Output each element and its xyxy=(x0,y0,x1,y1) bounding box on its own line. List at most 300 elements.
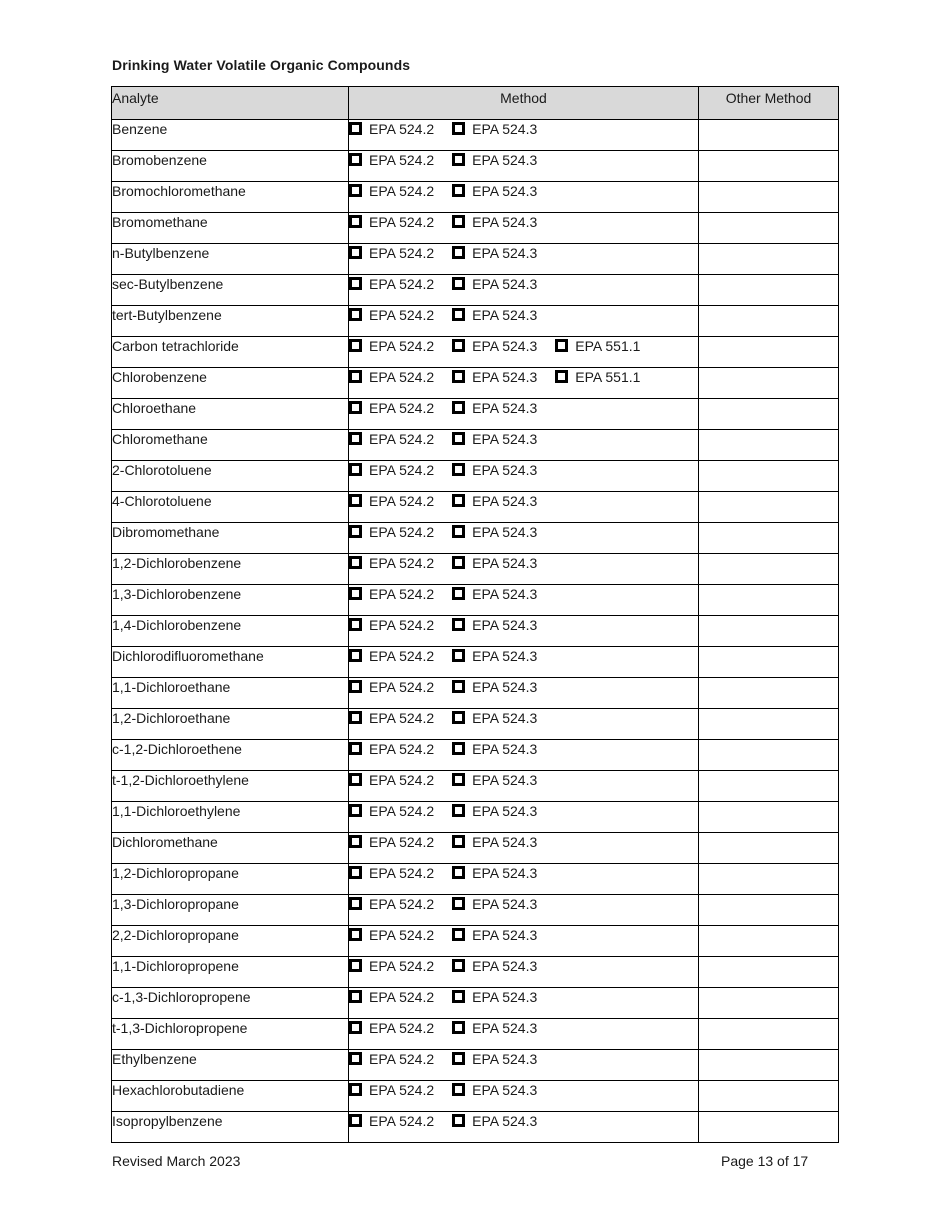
checkbox-icon[interactable] xyxy=(452,463,465,476)
method-label: EPA 524.2 xyxy=(369,741,435,757)
method-option[interactable] xyxy=(349,523,434,541)
method-options xyxy=(349,523,699,554)
other-method-field[interactable] xyxy=(699,1081,839,1112)
other-method-field[interactable] xyxy=(699,864,839,895)
method-label: EPA 524.3 xyxy=(472,462,538,478)
other-method-field[interactable] xyxy=(699,492,839,523)
method-option[interactable] xyxy=(555,337,640,355)
method-label: EPA 524.2 xyxy=(369,555,435,571)
method-label: EPA 524.2 xyxy=(369,772,435,788)
method-option[interactable] xyxy=(452,895,537,913)
checkbox-icon[interactable] xyxy=(452,680,465,693)
table-row xyxy=(112,1019,839,1050)
method-option[interactable] xyxy=(349,461,434,479)
checkbox-icon[interactable] xyxy=(349,463,362,476)
method-label: EPA 524.2 xyxy=(369,307,435,323)
other-method-field[interactable] xyxy=(699,120,839,151)
method-label: EPA 524.3 xyxy=(472,307,538,323)
analyte-name: Dibromomethane xyxy=(112,523,349,554)
checkbox-icon[interactable] xyxy=(452,649,465,662)
other-method-field[interactable] xyxy=(699,926,839,957)
method-option[interactable] xyxy=(452,554,537,572)
method-label: EPA 524.2 xyxy=(369,369,435,385)
checkbox-icon[interactable] xyxy=(452,866,465,879)
method-option[interactable] xyxy=(349,1019,434,1037)
table-row xyxy=(112,926,839,957)
method-options xyxy=(349,1050,699,1081)
other-method-field[interactable] xyxy=(699,244,839,275)
checkbox-icon[interactable] xyxy=(349,401,362,414)
method-options xyxy=(349,1019,699,1050)
analyte-name: 1,1-Dichloropropene xyxy=(112,957,349,988)
table-row xyxy=(112,523,839,554)
method-label: EPA 524.3 xyxy=(472,276,538,292)
checkbox-icon[interactable] xyxy=(349,184,362,197)
method-option[interactable] xyxy=(349,771,434,789)
method-option[interactable] xyxy=(349,337,434,355)
checkbox-icon[interactable] xyxy=(452,184,465,197)
method-option[interactable] xyxy=(349,554,434,572)
method-options xyxy=(349,678,699,709)
method-option[interactable] xyxy=(452,647,537,665)
method-option[interactable] xyxy=(452,678,537,696)
checkbox-icon[interactable] xyxy=(349,339,362,352)
method-option[interactable] xyxy=(452,461,537,479)
method-option[interactable] xyxy=(349,678,434,696)
method-option[interactable] xyxy=(349,988,434,1006)
checkbox-icon[interactable] xyxy=(349,1021,362,1034)
other-method-field[interactable] xyxy=(699,461,839,492)
analyte-name: 4-Chlorotoluene xyxy=(112,492,349,523)
analyte-name: 1,3-Dichlorobenzene xyxy=(112,585,349,616)
analyte-name: 1,3-Dichloropropane xyxy=(112,895,349,926)
method-option[interactable] xyxy=(555,368,640,386)
method-label: EPA 524.3 xyxy=(472,586,538,602)
table-row xyxy=(112,771,839,802)
method-option[interactable] xyxy=(452,988,537,1006)
checkbox-icon[interactable] xyxy=(452,215,465,228)
method-options xyxy=(349,709,699,740)
method-options xyxy=(349,1081,699,1112)
method-label: EPA 524.2 xyxy=(369,586,435,602)
method-option[interactable] xyxy=(452,523,537,541)
checkbox-icon[interactable] xyxy=(452,246,465,259)
other-method-field[interactable] xyxy=(699,585,839,616)
header-method: Method xyxy=(349,87,699,120)
checkbox-icon[interactable] xyxy=(452,897,465,910)
other-method-field[interactable] xyxy=(699,337,839,368)
analyte-name: Bromomethane xyxy=(112,213,349,244)
checkbox-icon[interactable] xyxy=(349,308,362,321)
other-method-field[interactable] xyxy=(699,151,839,182)
checkbox-icon[interactable] xyxy=(349,773,362,786)
other-method-field[interactable] xyxy=(699,957,839,988)
method-label: EPA 524.3 xyxy=(472,803,538,819)
analyte-name: Chloromethane xyxy=(112,430,349,461)
method-label: EPA 524.3 xyxy=(472,989,538,1005)
analyte-name: 1,1-Dichloroethane xyxy=(112,678,349,709)
table-row xyxy=(112,833,839,864)
analyte-name: Bromobenzene xyxy=(112,151,349,182)
method-option[interactable] xyxy=(349,647,434,665)
method-option[interactable] xyxy=(349,399,434,417)
method-option[interactable] xyxy=(349,895,434,913)
method-label: EPA 524.2 xyxy=(369,152,435,168)
header-other-method: Other Method xyxy=(699,87,839,120)
method-option[interactable] xyxy=(349,492,434,510)
method-label: EPA 524.3 xyxy=(472,214,538,230)
method-option[interactable] xyxy=(452,244,537,262)
checkbox-icon[interactable] xyxy=(452,1114,465,1127)
table-body xyxy=(112,120,839,1143)
method-options xyxy=(349,616,699,647)
other-method-field[interactable] xyxy=(699,895,839,926)
method-label: EPA 524.3 xyxy=(472,679,538,695)
method-option[interactable] xyxy=(452,399,537,417)
other-method-field[interactable] xyxy=(699,1050,839,1081)
checkbox-icon[interactable] xyxy=(349,618,362,631)
method-label: EPA 524.3 xyxy=(472,245,538,261)
other-method-field[interactable] xyxy=(699,678,839,709)
other-method-field[interactable] xyxy=(699,771,839,802)
method-options xyxy=(349,833,699,864)
method-label: EPA 524.3 xyxy=(472,369,538,385)
method-label: EPA 524.3 xyxy=(472,1082,538,1098)
method-options xyxy=(349,647,699,678)
other-method-field[interactable] xyxy=(699,833,839,864)
other-method-field[interactable] xyxy=(699,554,839,585)
header-analyte: Analyte xyxy=(112,87,349,120)
method-label: EPA 524.2 xyxy=(369,245,435,261)
checkbox-icon[interactable] xyxy=(452,525,465,538)
table-row xyxy=(112,1112,839,1143)
method-label: EPA 524.2 xyxy=(369,276,435,292)
checkbox-icon[interactable] xyxy=(452,339,465,352)
table-row xyxy=(112,492,839,523)
method-option[interactable] xyxy=(349,802,434,820)
checkbox-icon[interactable] xyxy=(555,339,568,352)
checkbox-icon[interactable] xyxy=(349,804,362,817)
checkbox-icon[interactable] xyxy=(349,525,362,538)
method-label: EPA 524.3 xyxy=(472,1020,538,1036)
method-label: EPA 551.1 xyxy=(575,338,641,354)
checkbox-icon[interactable] xyxy=(452,1083,465,1096)
table-row xyxy=(112,585,839,616)
checkbox-icon[interactable] xyxy=(452,494,465,507)
checkbox-icon[interactable] xyxy=(349,432,362,445)
other-method-field[interactable] xyxy=(699,709,839,740)
method-option[interactable] xyxy=(452,740,537,758)
method-label: EPA 524.3 xyxy=(472,865,538,881)
table-row xyxy=(112,678,839,709)
method-options xyxy=(349,492,699,523)
method-option[interactable] xyxy=(349,213,434,231)
method-label: EPA 524.3 xyxy=(472,338,538,354)
table-row xyxy=(112,895,839,926)
method-option[interactable] xyxy=(452,368,537,386)
analyte-name: Ethylbenzene xyxy=(112,1050,349,1081)
checkbox-icon[interactable] xyxy=(452,587,465,600)
checkbox-icon[interactable] xyxy=(349,370,362,383)
method-label: EPA 524.3 xyxy=(472,121,538,137)
footer-revised: Revised March 2023 xyxy=(112,1153,241,1169)
analyte-name: 1,4-Dichlorobenzene xyxy=(112,616,349,647)
method-options xyxy=(349,182,699,213)
method-label: EPA 524.3 xyxy=(472,617,538,633)
checkbox-icon[interactable] xyxy=(349,835,362,848)
method-option[interactable] xyxy=(349,244,434,262)
analyte-method-table xyxy=(111,86,839,1143)
method-option[interactable] xyxy=(452,1019,537,1037)
checkbox-icon[interactable] xyxy=(349,215,362,228)
method-label: EPA 524.3 xyxy=(472,152,538,168)
method-option[interactable] xyxy=(349,306,434,324)
analyte-name: 2-Chlorotoluene xyxy=(112,461,349,492)
method-options xyxy=(349,771,699,802)
method-label: EPA 524.3 xyxy=(472,400,538,416)
other-method-field[interactable] xyxy=(699,523,839,554)
method-option[interactable] xyxy=(452,492,537,510)
checkbox-icon[interactable] xyxy=(452,277,465,290)
method-label: EPA 524.3 xyxy=(472,772,538,788)
method-option[interactable] xyxy=(452,957,537,975)
analyte-name: 1,2-Dichloropropane xyxy=(112,864,349,895)
checkbox-icon[interactable] xyxy=(349,122,362,135)
checkbox-icon[interactable] xyxy=(349,928,362,941)
method-label: EPA 524.2 xyxy=(369,493,435,509)
method-label: EPA 524.2 xyxy=(369,462,435,478)
checkbox-icon[interactable] xyxy=(452,432,465,445)
checkbox-icon[interactable] xyxy=(349,742,362,755)
method-label: EPA 524.2 xyxy=(369,989,435,1005)
method-label: EPA 524.2 xyxy=(369,958,435,974)
analyte-name: c-1,2-Dichloroethene xyxy=(112,740,349,771)
checkbox-icon[interactable] xyxy=(349,1052,362,1065)
analyte-name: 1,2-Dichloroethane xyxy=(112,709,349,740)
method-option[interactable] xyxy=(452,616,537,634)
analyte-name: t-1,2-Dichloroethylene xyxy=(112,771,349,802)
other-method-field[interactable] xyxy=(699,182,839,213)
method-option[interactable] xyxy=(349,709,434,727)
section-title: Drinking Water Volatile Organic Compounds xyxy=(112,57,411,73)
method-label: EPA 524.3 xyxy=(472,710,538,726)
checkbox-icon[interactable] xyxy=(349,556,362,569)
checkbox-icon[interactable] xyxy=(452,153,465,166)
method-label: EPA 524.3 xyxy=(472,834,538,850)
other-method-field[interactable] xyxy=(699,802,839,833)
method-option[interactable] xyxy=(452,802,537,820)
method-option[interactable] xyxy=(452,337,537,355)
analyte-name: t-1,3-Dichloropropene xyxy=(112,1019,349,1050)
method-option[interactable] xyxy=(452,213,537,231)
method-option[interactable] xyxy=(349,182,434,200)
method-option[interactable] xyxy=(452,306,537,324)
method-label: EPA 524.3 xyxy=(472,1113,538,1129)
checkbox-icon[interactable] xyxy=(452,1021,465,1034)
method-option[interactable] xyxy=(349,616,434,634)
method-label: EPA 524.2 xyxy=(369,1020,435,1036)
checkbox-icon[interactable] xyxy=(452,742,465,755)
method-option[interactable] xyxy=(349,926,434,944)
checkbox-icon[interactable] xyxy=(452,711,465,724)
method-label: EPA 524.2 xyxy=(369,431,435,447)
checkbox-icon[interactable] xyxy=(452,1052,465,1065)
checkbox-icon[interactable] xyxy=(349,277,362,290)
method-options xyxy=(349,740,699,771)
method-label: EPA 524.2 xyxy=(369,865,435,881)
method-label: EPA 524.2 xyxy=(369,338,435,354)
method-option[interactable] xyxy=(349,585,434,603)
method-options xyxy=(349,337,699,368)
table-row xyxy=(112,647,839,678)
checkbox-icon[interactable] xyxy=(452,928,465,941)
method-label: EPA 524.3 xyxy=(472,493,538,509)
method-option[interactable] xyxy=(452,585,537,603)
method-label: EPA 551.1 xyxy=(575,369,641,385)
checkbox-icon[interactable] xyxy=(349,246,362,259)
checkbox-icon[interactable] xyxy=(349,711,362,724)
analyte-name: c-1,3-Dichloropropene xyxy=(112,988,349,1019)
method-options xyxy=(349,864,699,895)
other-method-field[interactable] xyxy=(699,368,839,399)
method-option[interactable] xyxy=(452,1112,537,1130)
checkbox-icon[interactable] xyxy=(452,959,465,972)
checkbox-icon[interactable] xyxy=(555,370,568,383)
analyte-name: Chloroethane xyxy=(112,399,349,430)
method-options xyxy=(349,368,699,399)
method-options xyxy=(349,151,699,182)
analyte-name: Bromochloromethane xyxy=(112,182,349,213)
other-method-field[interactable] xyxy=(699,306,839,337)
checkbox-icon[interactable] xyxy=(452,556,465,569)
checkbox-icon[interactable] xyxy=(349,897,362,910)
method-options xyxy=(349,1112,699,1143)
table-row xyxy=(112,151,839,182)
checkbox-icon[interactable] xyxy=(349,153,362,166)
method-option[interactable] xyxy=(452,1050,537,1068)
method-option[interactable] xyxy=(349,368,434,386)
method-option[interactable] xyxy=(452,1081,537,1099)
method-label: EPA 524.2 xyxy=(369,121,435,137)
table-row xyxy=(112,213,839,244)
analyte-name: Dichloromethane xyxy=(112,833,349,864)
method-label: EPA 524.2 xyxy=(369,524,435,540)
method-option[interactable] xyxy=(452,771,537,789)
method-option[interactable] xyxy=(349,864,434,882)
checkbox-icon[interactable] xyxy=(349,1083,362,1096)
checkbox-icon[interactable] xyxy=(349,1114,362,1127)
checkbox-icon[interactable] xyxy=(349,587,362,600)
analyte-name: tert-Butylbenzene xyxy=(112,306,349,337)
method-label: EPA 524.3 xyxy=(472,555,538,571)
checkbox-icon[interactable] xyxy=(452,773,465,786)
table-row xyxy=(112,988,839,1019)
method-option[interactable] xyxy=(452,120,537,138)
method-option[interactable] xyxy=(452,151,537,169)
other-method-field[interactable] xyxy=(699,1019,839,1050)
other-method-field[interactable] xyxy=(699,616,839,647)
method-label: EPA 524.2 xyxy=(369,1082,435,1098)
method-option[interactable] xyxy=(452,833,537,851)
table-row xyxy=(112,1050,839,1081)
method-label: EPA 524.3 xyxy=(472,927,538,943)
method-option[interactable] xyxy=(452,709,537,727)
table-row xyxy=(112,120,839,151)
other-method-field[interactable] xyxy=(699,647,839,678)
method-options xyxy=(349,802,699,833)
method-option[interactable] xyxy=(349,1050,434,1068)
method-options xyxy=(349,120,699,151)
checkbox-icon[interactable] xyxy=(349,990,362,1003)
method-label: EPA 524.3 xyxy=(472,1051,538,1067)
method-label: EPA 524.3 xyxy=(472,183,538,199)
method-option[interactable] xyxy=(349,833,434,851)
method-option[interactable] xyxy=(349,1112,434,1130)
table-row xyxy=(112,616,839,647)
checkbox-icon[interactable] xyxy=(349,866,362,879)
method-options xyxy=(349,926,699,957)
method-option[interactable] xyxy=(452,864,537,882)
method-label: EPA 524.2 xyxy=(369,834,435,850)
other-method-field[interactable] xyxy=(699,399,839,430)
method-option[interactable] xyxy=(349,957,434,975)
analyte-name: Chlorobenzene xyxy=(112,368,349,399)
method-option[interactable] xyxy=(349,151,434,169)
table-row xyxy=(112,740,839,771)
checkbox-icon[interactable] xyxy=(452,308,465,321)
checkbox-icon[interactable] xyxy=(452,990,465,1003)
table-row xyxy=(112,957,839,988)
method-label: EPA 524.2 xyxy=(369,927,435,943)
method-label: EPA 524.2 xyxy=(369,896,435,912)
other-method-field[interactable] xyxy=(699,275,839,306)
method-option[interactable] xyxy=(349,430,434,448)
method-option[interactable] xyxy=(452,430,537,448)
checkbox-icon[interactable] xyxy=(349,959,362,972)
checkbox-icon[interactable] xyxy=(349,494,362,507)
method-option[interactable] xyxy=(349,740,434,758)
method-options xyxy=(349,895,699,926)
other-method-field[interactable] xyxy=(699,430,839,461)
other-method-field[interactable] xyxy=(699,988,839,1019)
other-method-field[interactable] xyxy=(699,213,839,244)
method-option[interactable] xyxy=(452,275,537,293)
method-option[interactable] xyxy=(452,182,537,200)
checkbox-icon[interactable] xyxy=(349,680,362,693)
other-method-field[interactable] xyxy=(699,1112,839,1143)
checkbox-icon[interactable] xyxy=(452,370,465,383)
checkbox-icon[interactable] xyxy=(452,401,465,414)
method-label: EPA 524.2 xyxy=(369,710,435,726)
table-header-row xyxy=(112,87,839,120)
method-label: EPA 524.2 xyxy=(369,648,435,664)
method-option[interactable] xyxy=(349,1081,434,1099)
other-method-field[interactable] xyxy=(699,740,839,771)
analyte-name: 1,1-Dichloroethylene xyxy=(112,802,349,833)
checkbox-icon[interactable] xyxy=(452,618,465,631)
checkbox-icon[interactable] xyxy=(452,835,465,848)
checkbox-icon[interactable] xyxy=(349,649,362,662)
checkbox-icon[interactable] xyxy=(452,122,465,135)
checkbox-icon[interactable] xyxy=(452,804,465,817)
analyte-name: sec-Butylbenzene xyxy=(112,275,349,306)
method-option[interactable] xyxy=(349,275,434,293)
method-options xyxy=(349,585,699,616)
method-label: EPA 524.2 xyxy=(369,617,435,633)
table-row xyxy=(112,306,839,337)
method-option[interactable] xyxy=(349,120,434,138)
method-option[interactable] xyxy=(452,926,537,944)
